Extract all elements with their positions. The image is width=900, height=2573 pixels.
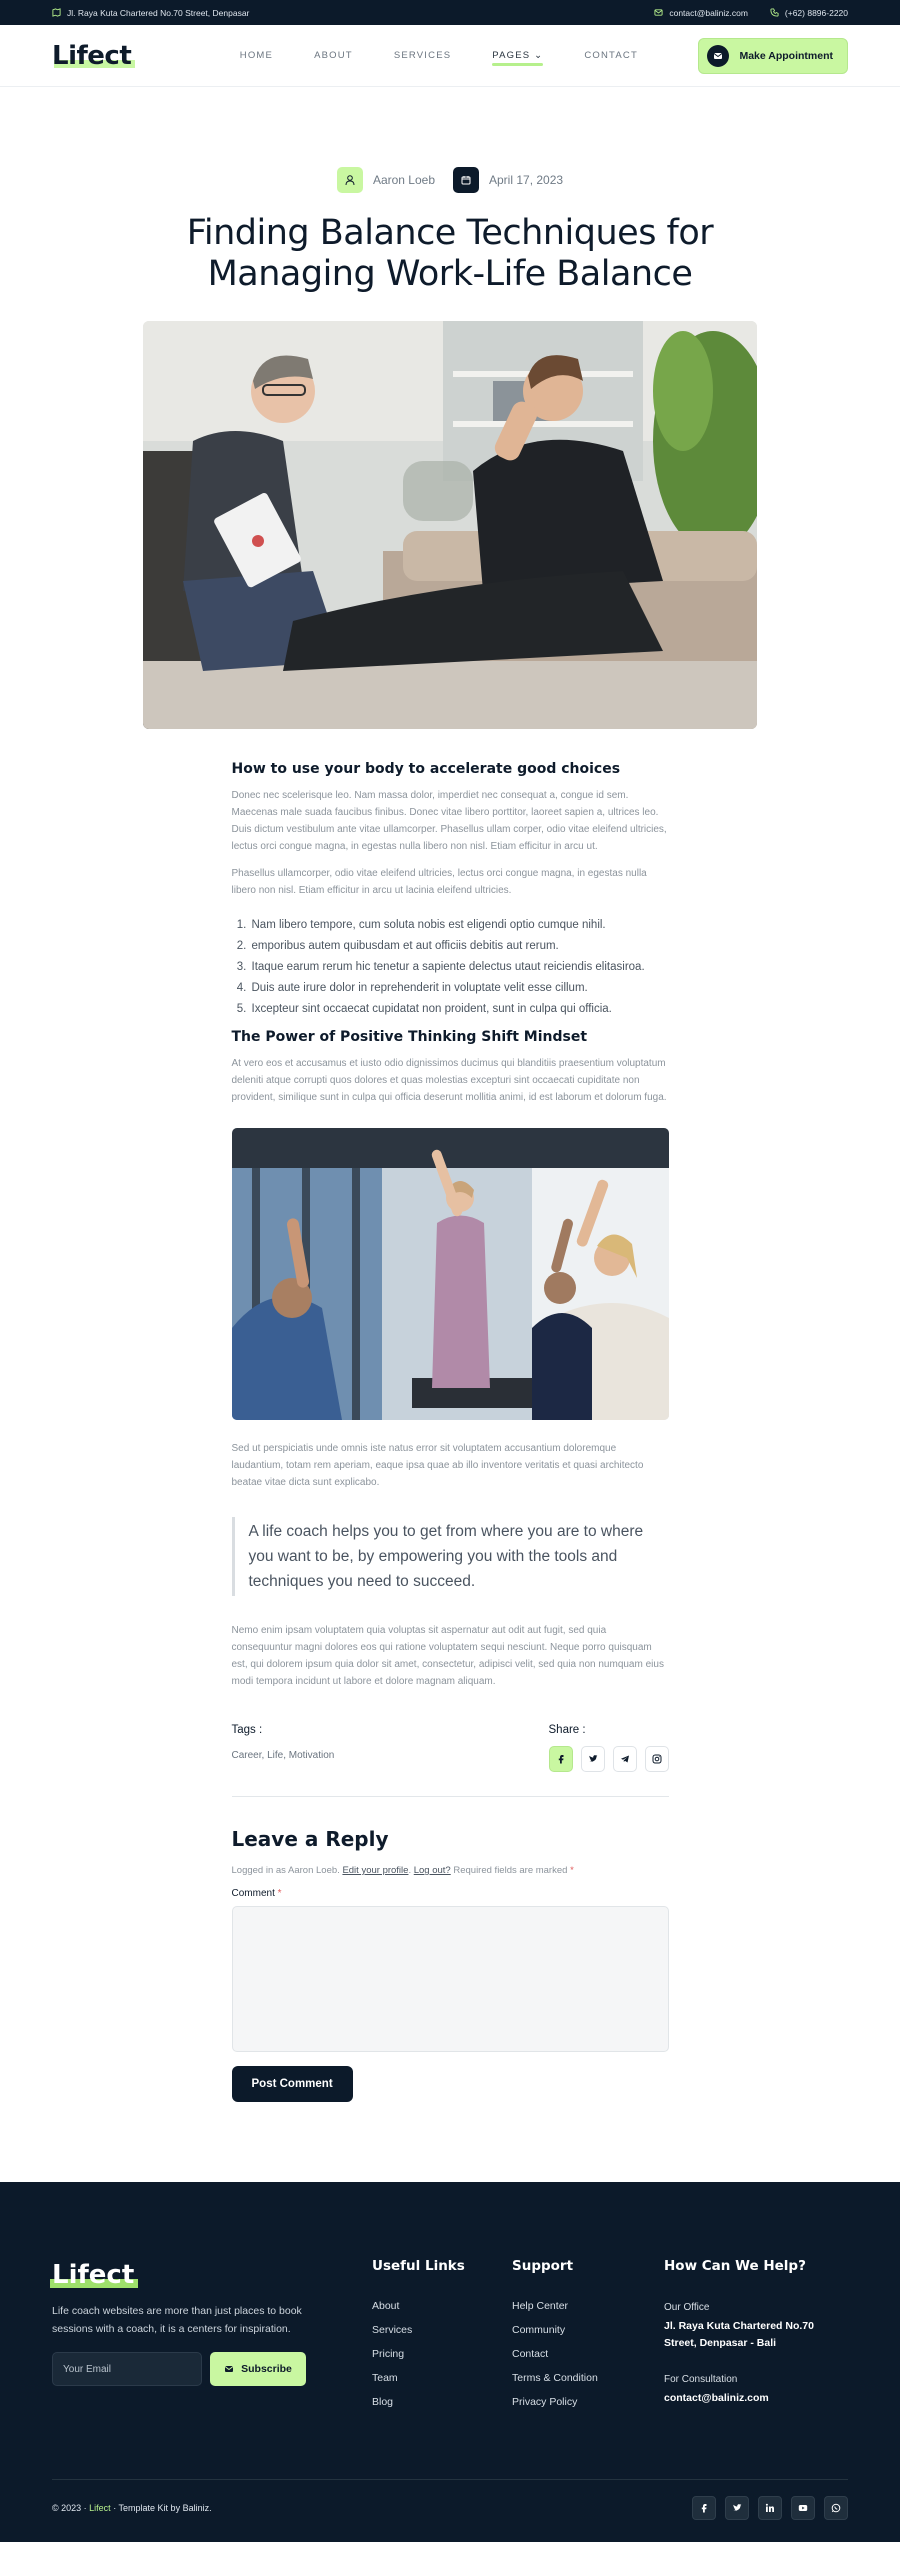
phone-icon (770, 8, 779, 17)
divider (232, 1796, 669, 1797)
address-item (52, 8, 249, 18)
nav-home[interactable]: HOME (239, 50, 274, 61)
main-nav (240, 50, 638, 61)
facebook-icon[interactable] (692, 2496, 716, 2520)
post-comment-button[interactable]: Post Comment (232, 2066, 353, 2102)
author-meta (337, 167, 435, 193)
comment-required-star: * (277, 1888, 282, 1899)
footer-support (512, 2260, 664, 2420)
header (0, 25, 900, 87)
comment-label (232, 1888, 669, 1899)
date-meta (453, 167, 563, 193)
make-appointment-label[interactable]: Make Appointment (739, 49, 833, 62)
tags-label: Tags : (231, 1724, 263, 1736)
help-title: How Can We Help? (664, 2258, 806, 2274)
list-item: 2. emporibus autem quibusdam et aut officiis debitis aut rerum. (250, 940, 669, 952)
footer-description: Life coach websites are more than just places to book sessions with a coach, it is a centers for inspiration. (52, 2305, 302, 2335)
edit-profile-link[interactable]: Edit your profile (342, 1865, 409, 1876)
footer (0, 2182, 900, 2542)
paragraph-4: Sed ut perspiciatis unde omnis iste natus error sit voluptatem accusantium doloremque laudantium, totam rem aperiam, eaque ipsa quae ab illo inventore veritatis et quasi architecto beatae vitae dicta sunt explicabo. (231, 1443, 644, 1488)
mail-icon (224, 2364, 234, 2374)
footer-link-privacy[interactable]: Privacy Policy (512, 2396, 578, 2408)
subscribe-form (52, 2352, 372, 2386)
map-icon (52, 8, 61, 17)
footer-about (52, 2260, 372, 2420)
telegram-icon[interactable] (613, 1746, 637, 1772)
copyright-brand[interactable]: Lifect (89, 2503, 111, 2513)
footer-bottom (52, 2479, 848, 2520)
logged-in-note: Logged in as Aaron Loeb. Edit your profile. Log out? Required fields are marked * (231, 1865, 574, 1876)
footer-link-services[interactable]: Services (372, 2324, 413, 2336)
footer-social-icons (692, 2496, 848, 2520)
paragraph-5: Nemo enim ipsam voluptatem quia voluptas sit aspernatur aut odit aut fugit, sed quia consequuntur magni dolores eos qui ratione voluptatem sequi nesciunt. Neque porro quisquam est, qui dolorem ipsum quia dolor sit amet, consectetur, adipisci velit, sed quia non numquam eius modi tempora incidunt ut labore et dolore magnam aliquam. (231, 1625, 664, 1687)
email-input[interactable]: Your Email (52, 2352, 202, 2386)
post-body (232, 761, 669, 2102)
list-item: 5. Ixcepteur sint occaecat cupidatat non proident, sunt in culpa qui officia. (250, 1003, 669, 1015)
make-appointment-button[interactable] (698, 38, 848, 74)
nav-services[interactable]: SERVICES (393, 50, 452, 61)
hero-image (143, 321, 757, 729)
address-text: Jl. Raya Kuta Chartered No.70 Street, Denpasar (67, 7, 250, 18)
blockquote: A life coach helps you to get from where you are to where you want to be, by empowering you with the tools and techniques you need to succeed. (232, 1517, 669, 1596)
footer-useful-links (372, 2260, 512, 2420)
phone-item[interactable] (770, 8, 848, 18)
author-name[interactable]: Aaron Loeb (372, 173, 435, 187)
footer-link-help-center[interactable]: Help Center (512, 2300, 569, 2312)
section-heading-2: The Power of Positive Thinking Shift Mindset (231, 1029, 588, 1045)
twitter-icon[interactable] (581, 1746, 605, 1772)
mail-icon (707, 45, 729, 67)
footer-link-community[interactable]: Community (512, 2324, 566, 2336)
footer-logo[interactable] (52, 2260, 134, 2290)
nav-about[interactable]: ABOUT (314, 50, 353, 61)
footer-link-team[interactable]: Team (372, 2372, 398, 2384)
footer-link-pricing[interactable]: Pricing (372, 2348, 405, 2360)
useful-links-title: Useful Links (372, 2258, 465, 2274)
paragraph-2: Phasellus ullamcorper, odio vitae eleifend ultricies, lectus orci congue magna, in egestas nulla libero non nisl. Etiam efficitur in arcu ut lacinia eleifend ultricies. (231, 868, 647, 896)
copyright (52, 2503, 212, 2513)
list-item: 3. Itaque earum rerum hic tenetur a sapiente delectus utaut reiciendis elitasiroa. (250, 961, 669, 973)
calendar-icon (453, 167, 479, 193)
nav-pages-label[interactable]: PAGES (492, 50, 531, 61)
section-heading-1: How to use your body to accelerate good choices (231, 761, 621, 777)
logo-text[interactable]: Lifect (52, 40, 132, 71)
copyright-suffix: · Template Kit by Baliniz. (113, 2503, 212, 2513)
required-star: * (570, 1865, 574, 1876)
youtube-icon[interactable] (791, 2496, 815, 2520)
phone-text[interactable]: (+62) 8896-2220 (784, 7, 848, 18)
post-date: April 17, 2023 (489, 173, 564, 187)
paragraph-3: At vero eos et accusamus et iusto odio dignissimos ducimus qui blanditiis praesentium voluptatum deleniti atque corrupti quos dolores et quas molestias excepturi sint occaecati cupiditate non provident, similique sunt in culpa qui officia deserunt mollitia animi, id est laborum et dolorum fuga. (231, 1058, 667, 1103)
consultation-label: For Consultation (664, 2374, 738, 2385)
meeting-image (232, 1128, 669, 1420)
nav-pages[interactable] (492, 50, 543, 61)
tags-list[interactable]: Career, Life, Motivation (231, 1750, 335, 1761)
logged-in-text: Logged in as Aaron Loeb. (231, 1865, 340, 1876)
twitter-icon[interactable] (725, 2496, 749, 2520)
consultation-email[interactable]: contact@baliniz.com (664, 2392, 769, 2404)
comment-label-text: Comment (231, 1888, 275, 1899)
required-note: Required fields are marked (453, 1865, 568, 1876)
logo[interactable] (52, 41, 131, 71)
mail-icon (654, 8, 663, 17)
whatsapp-icon[interactable] (824, 2496, 848, 2520)
share-label: Share : (548, 1724, 586, 1736)
chevron-down-icon: ⌄ (534, 50, 544, 61)
user-icon (337, 167, 363, 193)
paragraph-1: Donec nec scelerisque leo. Nam massa dolor, imperdiet nec consequat a, congue id sem. Maecenas male suada faucibus finibus. Donec vitae libero porttitor, laoreet sapien a, ultrices leo. Duis dictum vestibulum ante vitae ullamcorper. Phasellus ullam corper, odio vitae eleifend ultricies, lectus orci congue magna, in egestas nulla libero non nisl. Etiam efficitur in arcu ut. (231, 790, 667, 852)
post-meta (0, 167, 900, 193)
office-label: Our Office (664, 2302, 710, 2313)
linkedin-icon[interactable] (758, 2496, 782, 2520)
office-address: Jl. Raya Kuta Chartered No.70 Street, Denpasar - Bali (664, 2320, 814, 2349)
email-item[interactable] (654, 8, 748, 18)
ordered-list (232, 919, 669, 1015)
post-title-line-1: Finding Balance Techniques for (186, 213, 714, 253)
reply-title: Leave a Reply (231, 1827, 389, 1851)
comment-textarea[interactable] (232, 1906, 669, 2052)
top-bar (0, 0, 900, 25)
email-text[interactable]: contact@baliniz.com (669, 7, 748, 18)
support-title: Support (512, 2258, 574, 2274)
post-title (0, 213, 900, 295)
tags-share-row (232, 1724, 669, 1772)
footer-link-blog[interactable]: Blog (372, 2396, 394, 2408)
list-item: 4. Duis aute irure dolor in reprehenderit in voluptate velit esse cillum. (250, 982, 669, 994)
footer-help (664, 2260, 848, 2420)
copyright-prefix: © 2023 · (52, 2503, 87, 2513)
share-block (549, 1724, 669, 1772)
footer-link-contact[interactable]: Contact (512, 2348, 549, 2360)
footer-link-terms[interactable]: Terms & Condition (512, 2372, 598, 2384)
footer-logo-text[interactable]: Lifect (52, 2260, 135, 2290)
footer-link-about[interactable]: About (372, 2300, 400, 2312)
list-item: 1. Nam libero tempore, cum soluta nobis est eligendi optio cumque nihil. (250, 919, 669, 931)
post-title-line-2: Managing Work-Life Balance (207, 254, 693, 294)
share-icons (549, 1746, 669, 1772)
facebook-icon[interactable] (549, 1746, 573, 1772)
nav-contact[interactable]: CONTACT (584, 50, 638, 61)
instagram-icon[interactable] (645, 1746, 669, 1772)
tags-block (232, 1724, 335, 1772)
subscribe-button[interactable] (210, 2352, 306, 2386)
subscribe-label[interactable]: Subscribe (241, 2363, 292, 2375)
logout-link[interactable]: Log out? (413, 1865, 451, 1876)
